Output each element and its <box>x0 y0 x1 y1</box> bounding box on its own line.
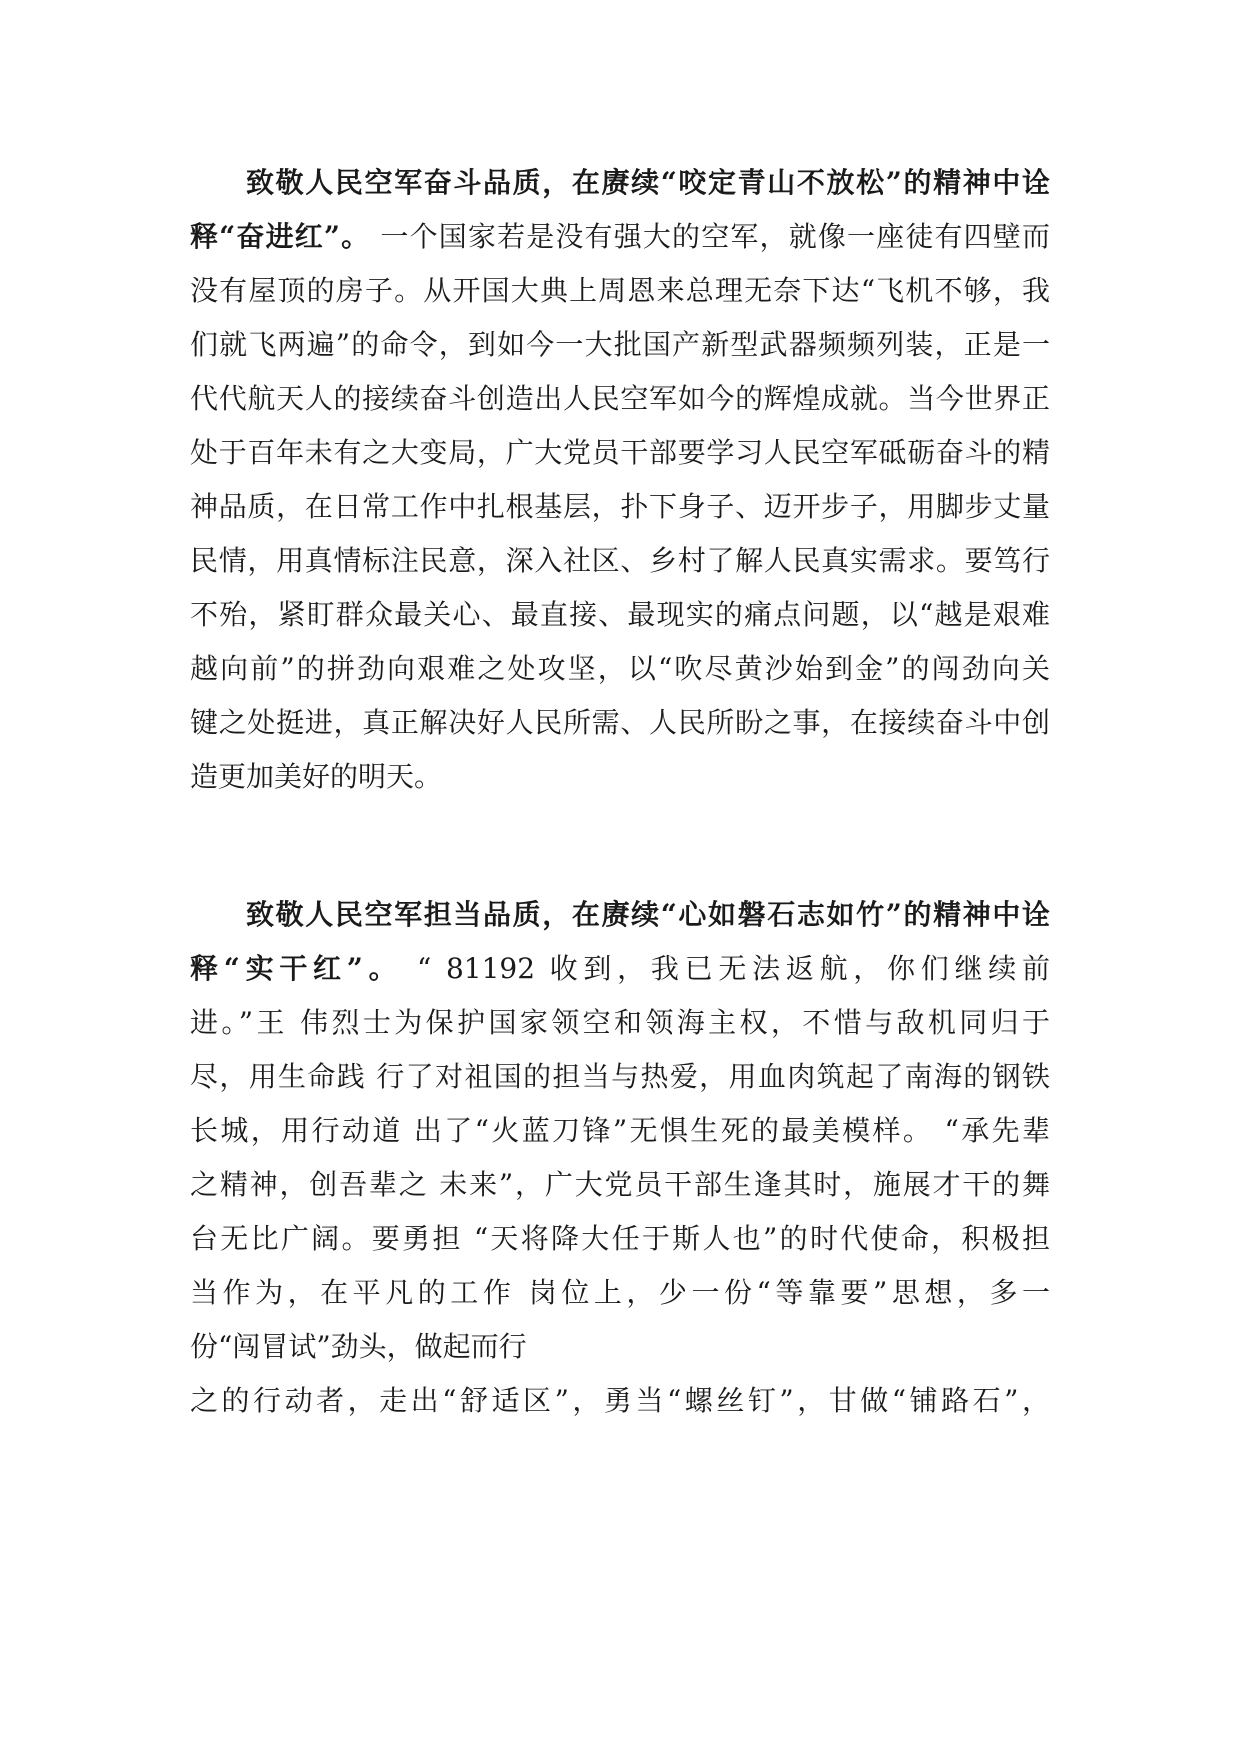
paragraph-1-line-4: 们就飞两遍”的命令，到如今一大批国产新型武器频频列装，正是一 <box>190 328 1050 361</box>
paragraph-2-line-9: 份“闯冒试”劲头，做起而行 <box>190 1330 527 1363</box>
paragraph-1-line-1 <box>246 166 1050 200</box>
paragraph-1-line-12: 造更加美好的明天。 <box>190 760 443 793</box>
paragraph-1-line-8: 民情，用真情标注民意，深入社区、乡村了解人民真实需求。要笃行 <box>190 544 1050 577</box>
paragraph-2-line-3: 进。”王 伟烈士为保护国家领空和领海主权，不惜与敌机同归于 <box>190 1006 1050 1039</box>
paragraph-1-line-11: 键之处挺进，真正解决好人民所需、人民所盼之事，在接续奋斗中创 <box>190 706 1050 739</box>
paragraph-2-line-10: 之的行动者，走出“舒适区”，勇当“螺丝钉”，甘做“铺路石”， <box>190 1384 1050 1417</box>
paragraph-2-line-7: 台无比广阔。要勇担 “天将降大任于斯人也”的时代使命，积极担 <box>190 1222 1050 1255</box>
paragraph-1-line-3: 没有屋顶的房子。从开国大典上周恩来总理无奈下达“飞机不够，我 <box>190 274 1050 307</box>
paragraph-2-heading-end: 释“实干红”。 <box>190 952 403 985</box>
paragraph-1-line-9: 不殆，紧盯群众最关心、最直接、最现实的痛点问题，以“越是艰难 <box>190 598 1050 631</box>
paragraph-1-text: 一个国家若是没有强大的空军，就像一座徒有四壁而 <box>370 220 1051 253</box>
paragraph-1-line-7: 神品质，在日常工作中扎根基层，扑下身子、迈开步子，用脚步丈量 <box>190 490 1050 523</box>
paragraph-2-text: “ 81192 收到，我已无法返航，你们继续前 <box>402 952 1050 985</box>
paragraph-1-line-10: 越向前”的拼劲向艰难之处攻坚，以“吹尽黄沙始到金”的闯劲向关 <box>190 652 1050 685</box>
paragraph-1-line-2 <box>190 220 1050 254</box>
paragraph-1-heading: 致敬人民空军奋斗品质，在赓续“咬定青山不放松”的精神中诠 <box>246 166 1050 199</box>
paragraph-1-line-6: 处于百年未有之大变局，广大党员干部要学习人民空军砥砺奋斗的精 <box>190 436 1050 469</box>
paragraph-2-line-2 <box>190 952 1050 986</box>
paragraph-2-line-6: 之精神，创吾辈之 未来”，广大党员干部生逢其时，施展才干的舞 <box>190 1168 1050 1201</box>
paragraph-1-heading-end: 释“奋进红”。 <box>190 220 371 253</box>
paragraph-1-line-5: 代代航天人的接续奋斗创造出人民空军如今的辉煌成就。当今世界正 <box>190 382 1050 415</box>
paragraph-2-line-8: 当作为，在平凡的工作 岗位上，少一份“等靠要”思想，多一 <box>190 1276 1050 1309</box>
paragraph-2-line-1 <box>246 898 1050 932</box>
paragraph-2-line-4: 尽，用生命践 行了对祖国的担当与热爱，用血肉筑起了南海的钢铁 <box>190 1060 1050 1093</box>
paragraph-2-line-5: 长城，用行动道 出了“火蓝刀锋”无惧生死的最美模样。 “承先辈 <box>190 1114 1050 1147</box>
paragraph-2-heading: 致敬人民空军担当品质，在赓续“心如磐石志如竹”的精神中诠 <box>246 898 1050 931</box>
